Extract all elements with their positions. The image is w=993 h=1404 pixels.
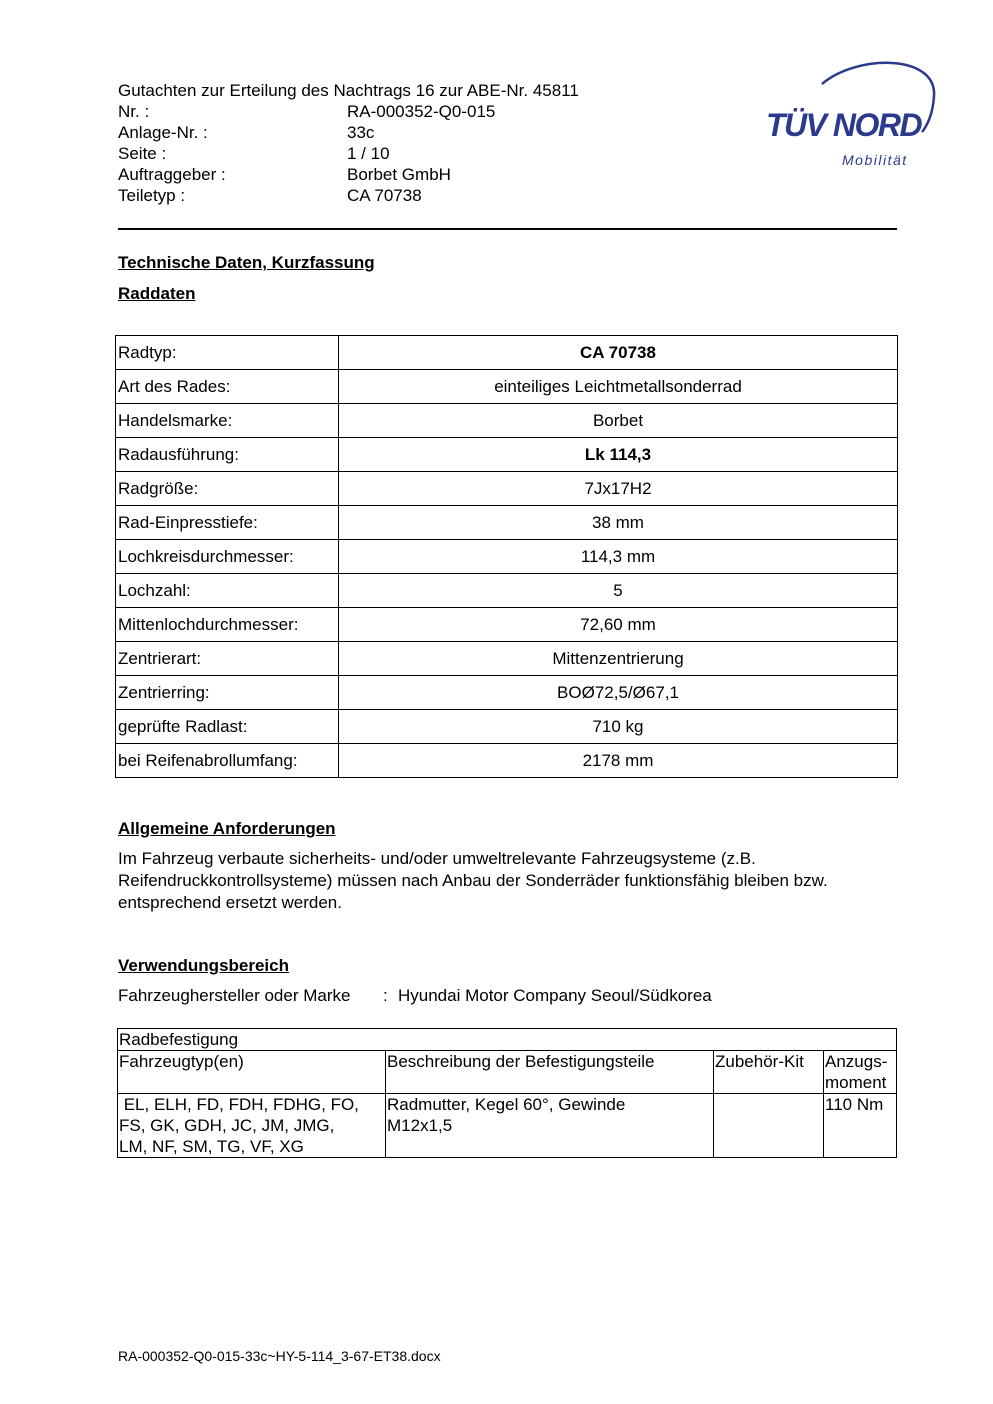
column-header-beschreibung: Beschreibung der Befestigungsteile (386, 1051, 714, 1094)
section-heading-anforderungen: Allgemeine Anforderungen (118, 819, 336, 838)
raddaten-label: Mittenlochdurchmesser: (116, 608, 339, 642)
raddaten-value: 38 mm (339, 506, 898, 540)
cell-beschreibung (386, 1094, 714, 1158)
header-value: CA 70738 (347, 186, 422, 205)
logo-sub-text: Mobilität (842, 152, 908, 168)
manufacturer-value: Hyundai Motor Company Seoul/Südkorea (398, 986, 712, 1005)
header-value: 33c (347, 123, 375, 142)
header-label: Nr. : (118, 102, 150, 121)
raddaten-label: Art des Rades: (116, 370, 339, 404)
raddaten-value: 72,60 mm (339, 608, 898, 642)
table-row (116, 710, 898, 744)
logo-arc-icon (762, 56, 942, 176)
raddaten-label: geprüfte Radlast: (116, 710, 339, 744)
anforderungen-paragraph (118, 848, 898, 914)
cell-anzugsmoment: 110 Nm (824, 1094, 897, 1158)
table-row (116, 506, 898, 540)
table-row (116, 336, 898, 370)
raddaten-value: 7Jx17H2 (339, 472, 898, 506)
cell-line: FS, GK, GDH, JC, JM, JMG, (119, 1116, 335, 1135)
cell-line: LM, NF, SM, TG, VF, XG (119, 1137, 304, 1156)
cell-line: EL, ELH, FD, FDH, FDHG, FO, (119, 1095, 359, 1114)
raddaten-value: BOØ72,5/Ø67,1 (339, 676, 898, 710)
header-line: moment (825, 1073, 887, 1092)
column-header-fahrzeugtyp: Fahrzeugtyp(en) (118, 1051, 386, 1094)
cell-line: Radmutter, Kegel 60°, Gewinde (387, 1095, 626, 1114)
cell-fahrzeugtypen (118, 1094, 386, 1158)
manufacturer-colon: : (383, 986, 388, 1005)
section-heading-verwendungsbereich: Verwendungsbereich (118, 956, 289, 975)
raddaten-table (115, 335, 898, 778)
header-label: Anlage-Nr. : (118, 123, 208, 142)
header-label: Teiletyp : (118, 186, 186, 205)
table-row (116, 370, 898, 404)
raddaten-label: Lochkreisdurchmesser: (116, 540, 339, 574)
raddaten-value: CA 70738 (339, 336, 898, 370)
manufacturer-line (118, 985, 712, 1007)
header-value: 1 / 10 (347, 144, 390, 163)
header-divider (118, 228, 897, 230)
section-heading-technische-daten: Technische Daten, Kurzfassung (118, 253, 375, 272)
cell-zubehoer-kit (714, 1094, 824, 1158)
header-value: Borbet GmbH (347, 165, 451, 184)
header-line: Anzugs- (825, 1052, 888, 1071)
table-header-row (118, 1051, 897, 1094)
header-label: Auftraggeber : (118, 165, 226, 184)
raddaten-value: Mittenzentrierung (339, 642, 898, 676)
paragraph-line: Reifendruckkontrollsysteme) müssen nach Anbau der Sonderräder funktionsfähig bleiben bzw. (118, 871, 828, 890)
table-row (116, 472, 898, 506)
raddaten-label: Lochzahl: (116, 574, 339, 608)
table-row (116, 676, 898, 710)
paragraph-line: entsprechend ersetzt werden. (118, 893, 342, 912)
header-label: Seite : (118, 144, 167, 163)
logo-brand-text: TÜV NORD (766, 107, 922, 143)
footer-filename: RA-000352-Q0-015-33c~HY-5-114_3-67-ET38.docx (118, 1348, 441, 1364)
document-title: Gutachten zur Erteilung des Nachtrags 16 zur ABE-Nr. 45811 (118, 81, 579, 100)
table-row (116, 642, 898, 676)
raddaten-label: Radgröße: (116, 472, 339, 506)
raddaten-label: bei Reifenabrollumfang: (116, 744, 339, 778)
table-row (116, 744, 898, 778)
table-row (116, 404, 898, 438)
raddaten-label: Radausführung: (116, 438, 339, 472)
table-row (116, 608, 898, 642)
header-value: RA-000352-Q0-015 (347, 102, 496, 121)
radbefestigung-title: Radbefestigung (118, 1029, 897, 1051)
table-row (116, 574, 898, 608)
raddaten-value: einteiliges Leichtmetallsonderrad (339, 370, 898, 404)
column-header-zubehoer-kit: Zubehör-Kit (714, 1051, 824, 1094)
raddaten-label: Radtyp: (116, 336, 339, 370)
raddaten-label: Rad-Einpresstiefe: (116, 506, 339, 540)
raddaten-value: Borbet (339, 404, 898, 438)
column-header-anzugsmoment (824, 1051, 897, 1094)
table-row (118, 1029, 897, 1051)
raddaten-value: 5 (339, 574, 898, 608)
raddaten-value: Lk 114,3 (339, 438, 898, 472)
table-row (118, 1094, 897, 1158)
table-row (116, 438, 898, 472)
table-row (116, 540, 898, 574)
tuv-nord-logo (762, 56, 942, 176)
raddaten-value: 2178 mm (339, 744, 898, 778)
raddaten-value: 710 kg (339, 710, 898, 744)
paragraph-line: Im Fahrzeug verbaute sicherheits- und/oder umweltrelevante Fahrzeugsysteme (z.B. (118, 849, 756, 868)
manufacturer-label: Fahrzeughersteller oder Marke (118, 986, 351, 1005)
raddaten-label: Zentrierart: (116, 642, 339, 676)
raddaten-label: Zentrierring: (116, 676, 339, 710)
raddaten-value: 114,3 mm (339, 540, 898, 574)
raddaten-label: Handelsmarke: (116, 404, 339, 438)
cell-line: M12x1,5 (387, 1116, 453, 1135)
section-heading-raddaten: Raddaten (118, 284, 196, 303)
radbefestigung-table (117, 1028, 897, 1158)
